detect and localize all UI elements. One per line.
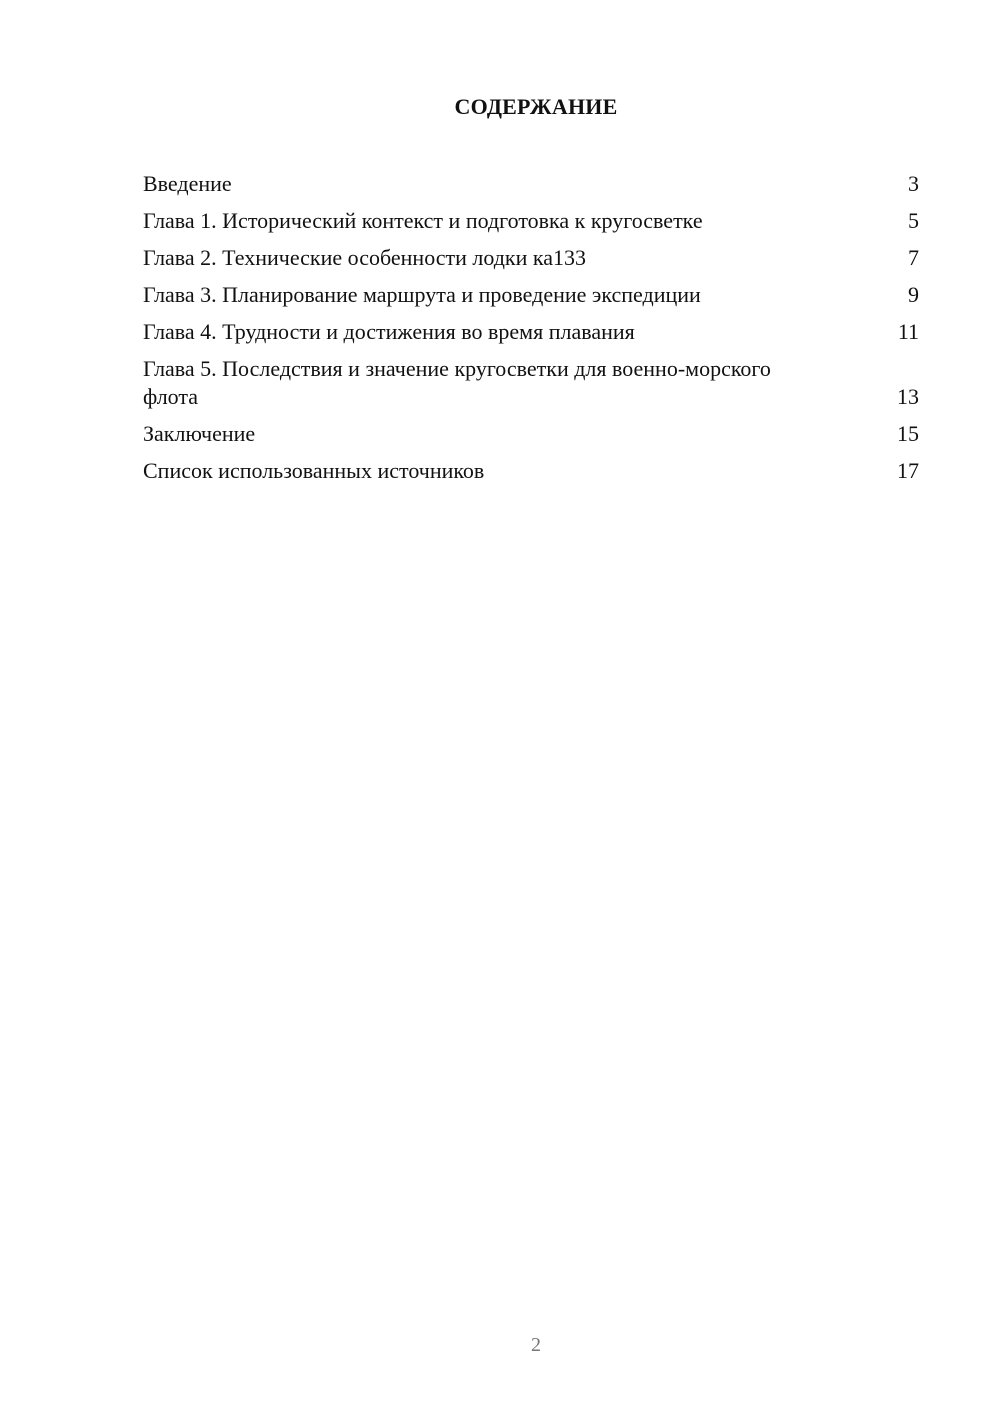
toc-entry-label: Глава 2. Технические особенности лодки ка133 bbox=[143, 245, 587, 270]
page-number: 2 bbox=[531, 1334, 541, 1356]
toc-entry-page: 17 bbox=[897, 458, 919, 483]
toc-entry-label: Список использованных источников bbox=[143, 458, 485, 483]
toc-title: СОДЕРЖАНИЕ bbox=[454, 94, 618, 119]
toc-entry-chapter-1[interactable] bbox=[143, 207, 919, 235]
toc-entry-conclusion[interactable] bbox=[143, 420, 919, 448]
toc-entry-introduction[interactable] bbox=[143, 170, 919, 198]
toc-entry-label: Глава 5. Последствия и значение кругосветки для военно-морского флота bbox=[143, 356, 771, 409]
toc-entry-page: 5 bbox=[908, 208, 919, 233]
toc-entry-chapter-3[interactable] bbox=[143, 281, 919, 309]
toc-entry-label: Глава 4. Трудности и достижения во время плавания bbox=[143, 319, 635, 344]
toc-entry-page: 7 bbox=[908, 245, 919, 270]
toc-entry-page: 13 bbox=[897, 384, 919, 409]
toc-entry-page: 3 bbox=[908, 171, 919, 196]
toc-entry-label: Глава 3. Планирование маршрута и проведение экспедиции bbox=[143, 282, 701, 307]
toc-entry-page: 11 bbox=[897, 319, 919, 344]
toc-entry-chapter-5[interactable] bbox=[143, 355, 919, 411]
toc-entry-chapter-4[interactable] bbox=[143, 318, 919, 346]
toc-entry-page: 9 bbox=[908, 282, 919, 307]
toc-entry-chapter-2[interactable] bbox=[143, 244, 919, 272]
toc-entry-references[interactable] bbox=[143, 457, 919, 485]
toc-list bbox=[143, 170, 919, 494]
toc-entry-label: Заключение bbox=[143, 421, 256, 446]
toc-entry-page: 15 bbox=[897, 421, 919, 446]
toc-entry-label: Введение bbox=[143, 171, 232, 196]
toc-entry-label: Глава 1. Исторический контекст и подготовка к кругосветке bbox=[143, 208, 703, 233]
